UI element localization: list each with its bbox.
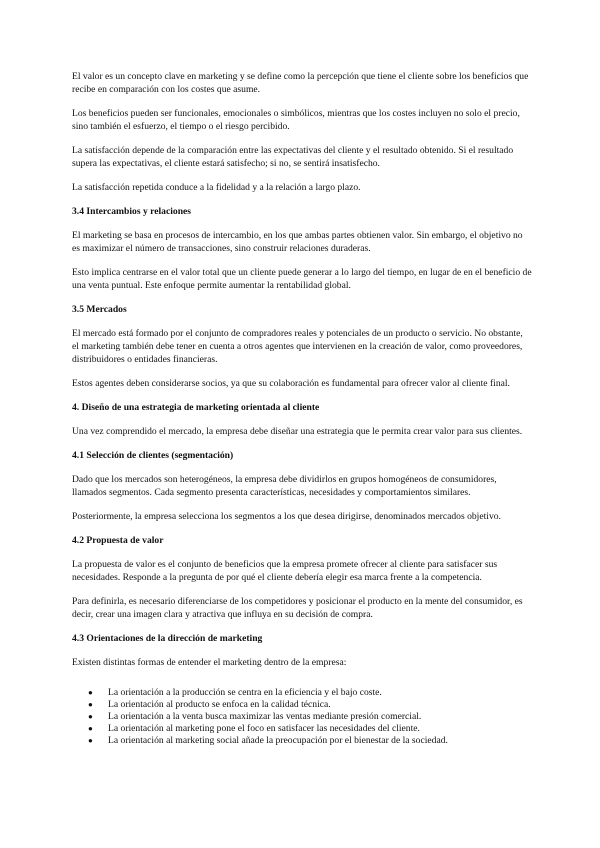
list-item-text: La orientación al marketing social añade la preocupación por el bienestar de la sociedad. [108,735,448,746]
bullet-icon: ● [88,712,93,721]
paragraph-benefits-costs: Los beneficios pueden ser funcionales, emocionales o simbólicos, mientras que los costes incluyen no solo el precio, sino también el esfuerzo, el tiempo o el riesgo percibido. [72,108,520,132]
bullet-icon: ● [88,700,93,709]
paragraph-satisfaction: La satisfacción depende de la comparación entre las expectativas del cliente y el resultado obtenido. Si el resultado supera las expectativas, el cliente estará satisfecho; si no, se sentirá insatisfecho. [72,145,514,169]
list-item-text: La orientación al producto se enfoca en la calidad técnica. [108,699,331,710]
heading-4: 4. Diseño de una estrategia de marketing orientada al cliente [72,402,320,413]
paragraph-partners: Estos agentes deben considerarse socios, ya que su colaboración es fundamental para ofrecer valor al cliente final. [72,378,510,389]
list-item-text: La orientación al marketing pone el foco en satisfacer las necesidades del cliente. [108,723,420,734]
paragraph-target-markets: Posteriormente, la empresa selecciona los segmentos a los que desea dirigirse, denominados mercados objetivo. [72,511,501,522]
bullet-icon: ● [88,688,93,697]
bullet-icon: ● [88,736,93,745]
orientations-list [72,687,532,747]
paragraph-value-definition: El valor es un concepto clave en marketing y se define como la percepción que tiene el cliente sobre los beneficios que recibe en comparación con los costes que asume. [72,71,529,95]
paragraph-segmentation: Dado que los mercados son heterogéneos, la empresa debe dividirlos en grupos homogéneos de consumidores, llamados segmentos. Cada segmento presenta características, necesidades y comportamientos similares. [72,474,497,498]
paragraph-exchange: El marketing se basa en procesos de intercambio, en los que ambas partes obtienen valor. Sin embargo, el objetivo no es maximizar el número de transacciones, sino construir relaciones duraderas. [72,230,523,254]
paragraph-positioning: Para definirla, es necesario diferenciarse de los competidores y posicionar el producto en la mente del consumidor, es decir, crear una imagen clara y atractiva que influya en su decisión de compra. [72,596,523,620]
paragraph-loyalty: La satisfacción repetida conduce a la fidelidad y a la relación a largo plazo. [72,182,361,193]
page-content [72,70,532,747]
paragraph-value-proposition: La propuesta de valor es el conjunto de beneficios que la empresa promete ofrecer al cliente para satisfacer sus necesidades. Responde a la pregunta de por qué el cliente debería elegir esa marca frente a la competencia. [72,559,498,583]
heading-3-4: 3.4 Intercambios y relaciones [72,206,192,217]
heading-4-1: 4.1 Selección de clientes (segmentación) [72,450,234,461]
paragraph-market: El mercado está formado por el conjunto de compradores reales y potenciales de un producto o servicio. No obstante, el marketing también debe tener en cuenta a otros agentes que intervienen en la creación de valor, como proveedores, distribuidores o entidades financieras. [72,328,523,365]
paragraph-customer-value: Esto implica centrarse en el valor total que un cliente puede generar a lo largo del tiempo, en lugar de en el beneficio de una venta puntual. Este enfoque permite aumentar la rentabilidad global. [72,267,532,291]
heading-4-3: 4.3 Orientaciones de la dirección de marketing [72,633,263,644]
list-item [72,711,532,723]
list-item [72,699,532,711]
list-item [72,687,532,699]
paragraph-strategy: Una vez comprendido el mercado, la empresa debe diseñar una estrategia que le permita crear valor para sus clientes. [72,426,523,437]
list-item-text: La orientación a la producción se centra en la eficiencia y el bajo coste. [108,687,382,698]
paragraph-orientations-intro: Existen distintas formas de entender el marketing dentro de la empresa: [72,657,347,668]
heading-3-5: 3.5 Mercados [72,304,127,315]
list-item [72,723,532,735]
heading-4-2: 4.2 Propuesta de valor [72,535,164,546]
list-item [72,735,532,747]
list-item-text: La orientación a la venta busca maximizar las ventas mediante presión comercial. [108,711,422,722]
bullet-icon: ● [88,724,93,733]
